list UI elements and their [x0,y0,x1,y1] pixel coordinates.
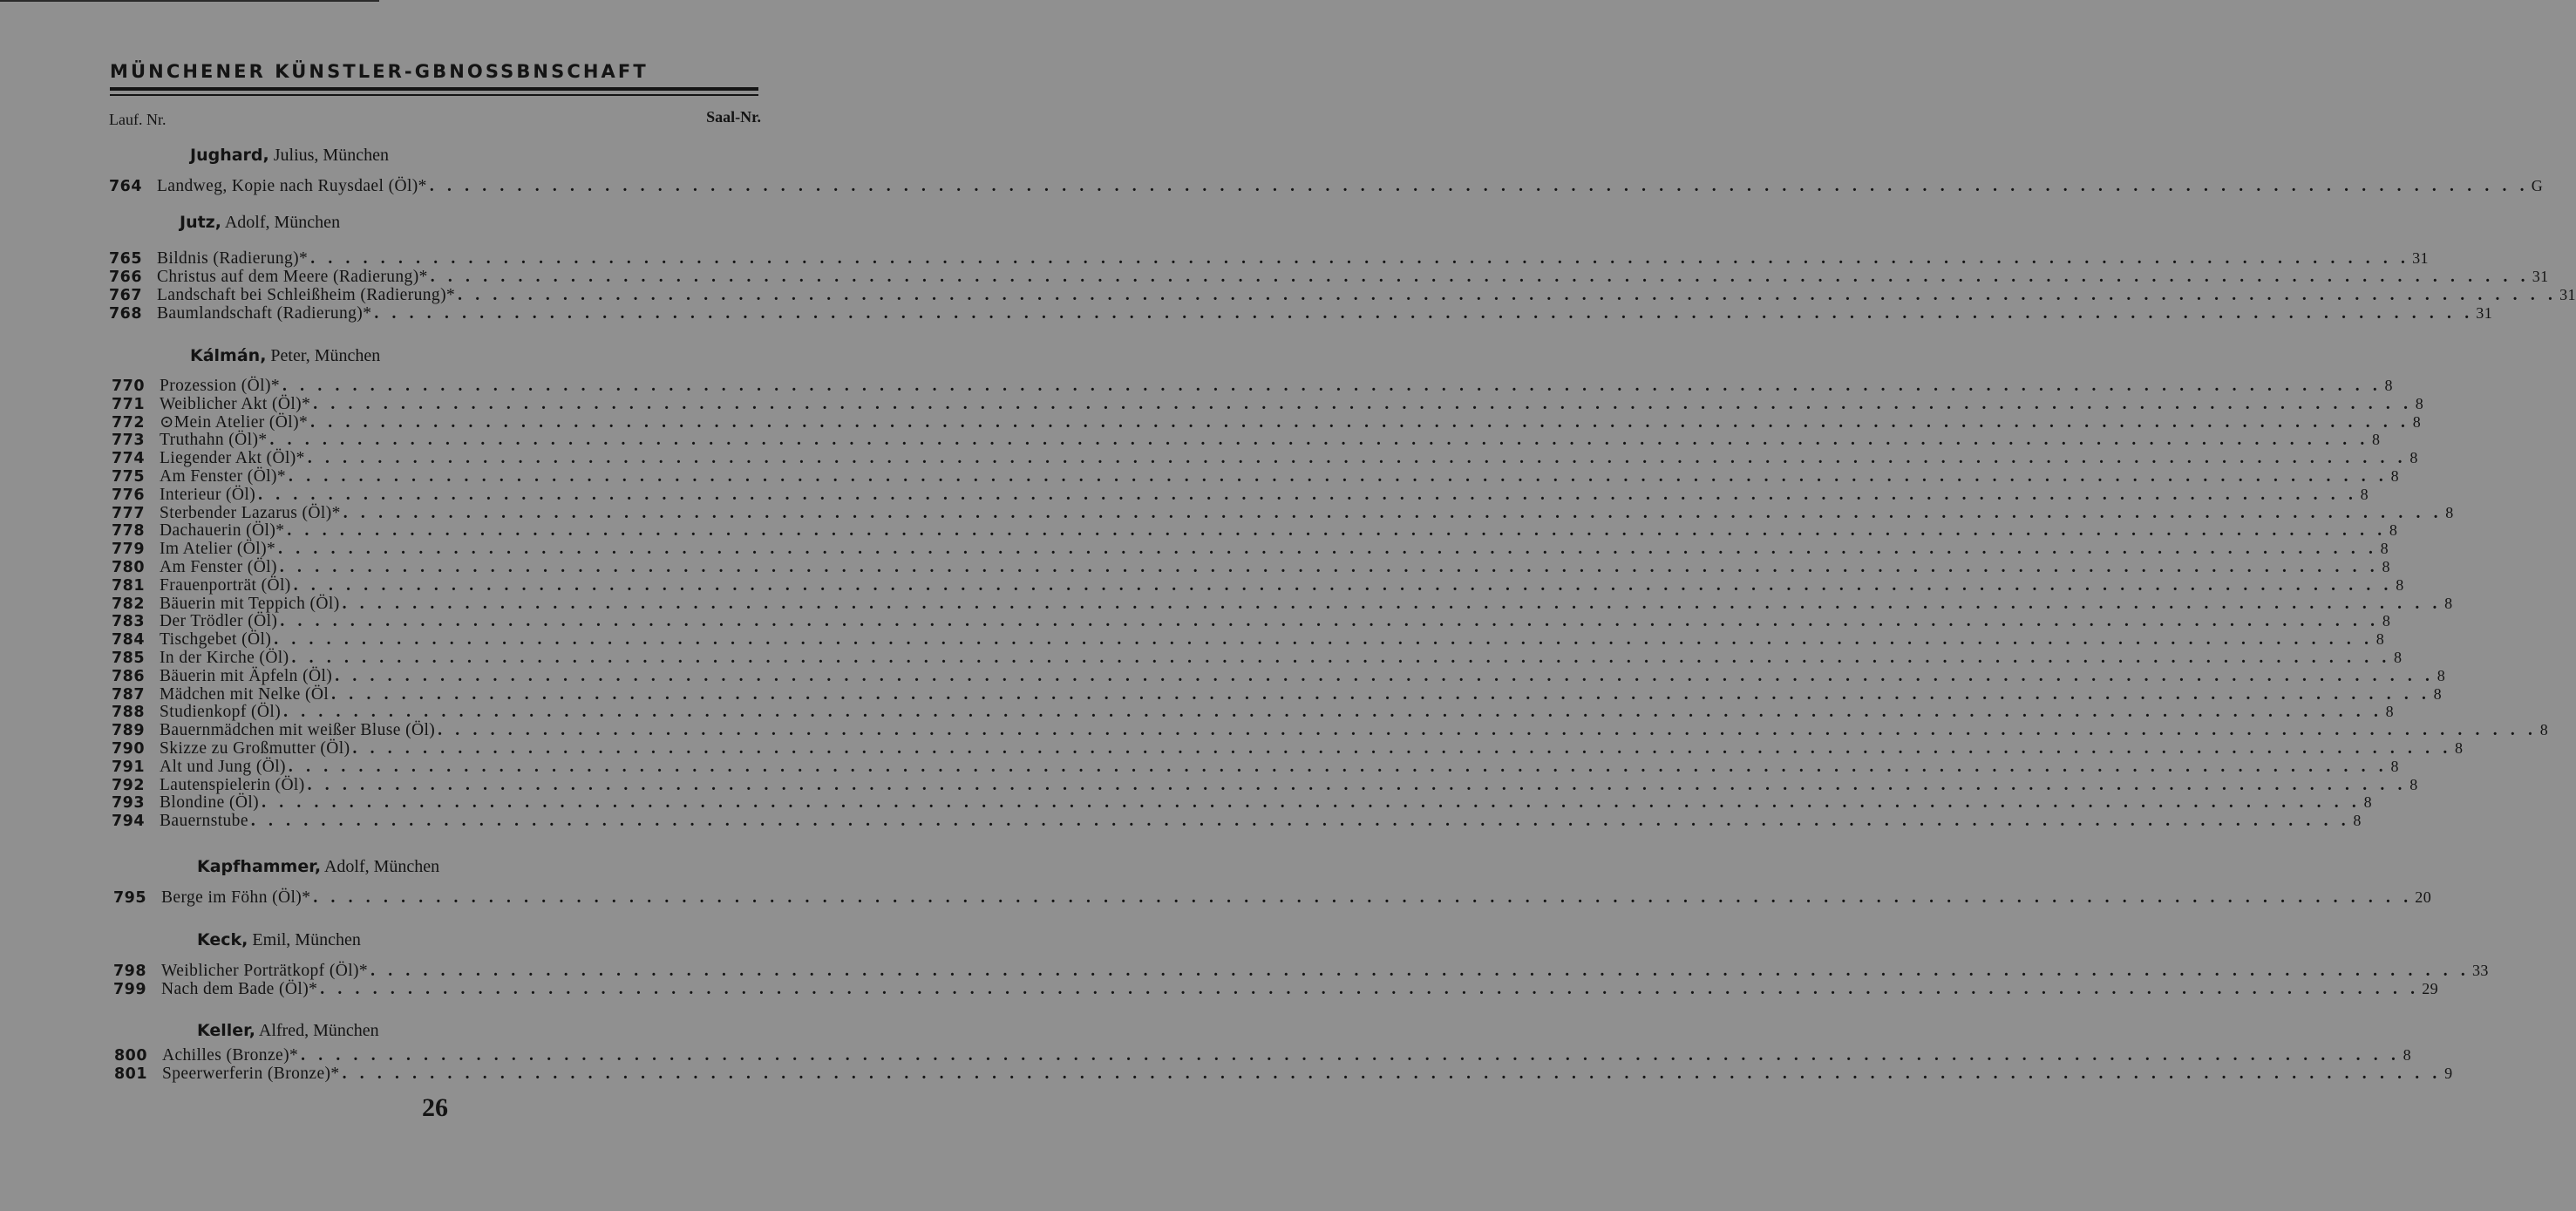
artwork-title: Der Trödler (Öl) [160,612,278,631]
catalog-entry [112,431,2381,450]
dot-leader: . . . . . . . . . . . . . . . . . . . . . . . . . . . . . . . . . . . . . . . . . . . . . . . . . . . . . . . . . . . . . . . . . . . . . . . . . . . . . . . . . . . . . . . . . . . . . . . . . . . . . . . . . . . . . . . . . . . . . . . . [313,888,2413,907]
catalog-number: 775 [112,468,146,486]
room-number: 33 [2472,962,2489,979]
dot-leader: . . . . . . . . . . . . . . . . . . . . . . . . . . . . . . . . . . . . . . . . . . . . . . . . . . . . . . . . . . . . . . . . . . . . . . . . . . . . . . . . . . . . . . . . . . . . . . . . . . . . . . . . . . . . . . . . . . . . . . . . [335,666,2435,685]
room-number: 8 [2539,721,2549,739]
catalog-entry [112,775,2418,794]
dot-leader: . . . . . . . . . . . . . . . . . . . . . . . . . . . . . . . . . . . . . . . . . . . . . . . . . . . . . . . . . . . . . . . . . . . . . . . . . . . . . . . . . . . . . . . . . . . . . . . . . . . . . . . . . . . . . . . . . . . . . . . . [320,980,2420,998]
dot-leader: . . . . . . . . . . . . . . . . . . . . . . . . . . . . . . . . . . . . . . . . . . . . . . . . . . . . . . . . . . . . . . . . . . . . . . . . . . . . . . . . . . . . . . . . . . . . . . . . . . . . . . . . . . . . . . . . . . . . . . . . [438,721,2538,740]
room-number-column-label: Saal-Nr. [706,108,761,126]
catalog-number: 778 [112,522,146,541]
catalog-entry [112,703,2395,722]
catalog-entry [112,394,2424,413]
artist-surname: Keck, [197,930,248,949]
artwork-title: Speerwerferin (Bronze)* [162,1065,340,1083]
artwork-title: Prozession (Öl)* [160,377,281,395]
page-header-title: MÜNCHENER KÜNSTLER-GBNOSSBNSCHAFT [110,61,649,82]
catalog-entry [112,612,2391,631]
catalog-number-column-label: Lauf. Nr. [109,111,167,128]
room-number: 8 [2412,412,2422,431]
catalog-number: 787 [112,685,146,704]
room-number: 9 [2444,1065,2453,1082]
artist-surname: Kálmán, [190,346,267,365]
artwork-title: In der Kirche (Öl) [160,649,289,667]
dot-leader: . . . . . . . . . . . . . . . . . . . . . . . . . . . . . . . . . . . . . . . . . . . . . . . . . . . . . . . . . . . . . . . . . . . . . . . . . . . . . . . . . . . . . . . . . . . . . . . . . . . . . . . . . . . . . . . . . . . . . . . . [274,630,2374,650]
artist-surname: Kapfhammer, [197,857,322,876]
catalog-number: 793 [112,794,146,813]
artwork-title: Bäuerin mit Äpfeln (Öl) [160,666,333,685]
room-number: 8 [2445,503,2454,521]
catalog-entry [112,575,2404,595]
dot-leader: . . . . . . . . . . . . . . . . . . . . . . . . . . . . . . . . . . . . . . . . . . . . . . . . . . . . . . . . . . . . . . . . . . . . . . . . . . . . . . . . . . . . . . . . . . . . . . . . . . . . . . . . . . . . . . . . . . . . . . . . [258,485,2358,504]
artwork-title: Sterbender Lazarus (Öl)* [160,503,341,522]
dot-leader: . . . . . . . . . . . . . . . . . . . . . . . . . . . . . . . . . . . . . . . . . . . . . . . . . . . . . . . . . . . . . . . . . . . . . . . . . . . . . . . . . . . . . . . . . . . . . . . . . . . . . . . . . . . . . . . . . . . . . . . . [307,449,2407,468]
artwork-title: Dachauerin (Öl)* [160,521,285,541]
catalog-number: 798 [113,963,147,980]
catalog-number: 794 [112,813,146,831]
catalog-entry [109,177,2544,195]
artist-name-and-city: Peter, München [266,346,381,365]
artwork-title: ⊙Mein Atelier (Öl)* [160,412,309,432]
catalog-number: 785 [112,650,146,667]
room-number: 8 [2409,775,2418,793]
catalog-number: 772 [112,413,146,432]
catalog-number: 767 [109,287,143,304]
room-number: 8 [2353,812,2362,830]
artwork-title: Liegender Akt (Öl)* [160,449,305,468]
artist-name-and-city: Julius, München [268,146,389,165]
catalog-number: 800 [114,1047,148,1065]
dot-leader: . . . . . . . . . . . . . . . . . . . . . . . . . . . . . . . . . . . . . . . . . . . . . . . . . . . . . . . . . . . . . . . . . . . . . . . . . . . . . . . . . . . . . . . . . . . . . . . . . . . . . . . . . . . . . . . . . . . . . . . . [283,703,2383,722]
catalog-entry [113,962,2489,980]
artwork-title: Bauernstube [160,812,248,831]
catalog-entry [112,684,2443,704]
artwork-title: Berge im Föhn (Öl)* [161,888,311,907]
room-number: 8 [2444,594,2453,612]
dot-leader: . . . . . . . . . . . . . . . . . . . . . . . . . . . . . . . . . . . . . . . . . . . . . . . . . . . . . . . . . . . . . . . . . . . . . . . . . . . . . . . . . . . . . . . . . . . . . . . . . . . . . . . . . . . . . . . . . . . . . . . . [280,612,2380,631]
artist-name-and-city: Emil, München [248,930,361,949]
catalog-number: 766 [109,269,143,286]
room-number: 8 [2455,739,2464,757]
catalog-entry [113,888,2432,907]
catalog-number: 790 [112,740,146,758]
catalog-entry [112,739,2464,758]
artist-heading [197,857,439,877]
room-number: 31 [2476,304,2493,322]
catalog-number: 771 [112,395,146,413]
room-number: 8 [2403,1046,2412,1064]
header-rule-thin [110,94,758,96]
artwork-title: Truthahn (Öl)* [160,431,268,450]
dot-leader: . . . . . . . . . . . . . . . . . . . . . . . . . . . . . . . . . . . . . . . . . . . . . . . . . . . . . . . . . . . . . . . . . . . . . . . . . . . . . . . . . . . . . . . . . . . . . . . . . . . . . . . . . . . . . . . . . . . . . . . . [301,1046,2401,1065]
catalog-number: 799 [113,981,147,998]
artist-surname: Jutz, [180,213,221,232]
catalog-number: 781 [112,576,146,595]
artist-heading [190,146,389,166]
dot-leader: . . . . . . . . . . . . . . . . . . . . . . . . . . . . . . . . . . . . . . . . . . . . . . . . . . . . . . . . . . . . . . . . . . . . . . . . . . . . . . . . . . . . . . . . . . . . . . . . . . . . . . . . . . . . . . . . . . . . . . . . [289,467,2388,486]
room-number: 8 [2389,521,2398,540]
artwork-title: Baumlandschaft (Radierung)* [157,304,372,323]
room-number: 8 [2382,612,2391,630]
dot-leader: . . . . . . . . . . . . . . . . . . . . . . . . . . . . . . . . . . . . . . . . . . . . . . . . . . . . . . . . . . . . . . . . . . . . . . . . . . . . . . . . . . . . . . . . . . . . . . . . . . . . . . . . . . . . . . . . . . . . . . . . [374,304,2474,323]
catalog-number: 784 [112,631,146,650]
artwork-title: Am Fenster (Öl)* [160,467,287,486]
dot-leader: . . . . . . . . . . . . . . . . . . . . . . . . . . . . . . . . . . . . . . . . . . . . . . . . . . . . . . . . . . . . . . . . . . . . . . . . . . . . . . . . . . . . . . . . . . . . . . . . . . . . . . . . . . . . . . . . . . . . . . . . [279,558,2379,576]
catalog-entry [112,649,2403,667]
catalog-number: 795 [113,889,147,907]
header-rule-thick [110,87,758,91]
room-number: 8 [2409,449,2418,467]
dot-leader: . . . . . . . . . . . . . . . . . . . . . . . . . . . . . . . . . . . . . . . . . . . . . . . . . . . . . . . . . . . . . . . . . . . . . . . . . . . . . . . . . . . . . . . . . . . . . . . . . . . . . . . . . . . . . . . . . . . . . . . . [291,649,2391,667]
page-number: 26 [422,1093,448,1122]
dot-leader: . . . . . . . . . . . . . . . . . . . . . . . . . . . . . . . . . . . . . . . . . . . . . . . . . . . . . . . . . . . . . . . . . . . . . . . . . . . . . . . . . . . . . . . . . . . . . . . . . . . . . . . . . . . . . . . . . . . . . . . . [307,775,2407,794]
artwork-title: Achilles (Bronze)* [162,1046,299,1065]
artwork-title: Studienkopf (Öl) [160,703,282,722]
catalog-entry [112,377,2393,395]
artwork-title: Frauenporträt (Öl) [160,575,291,595]
catalog-entry [109,249,2429,268]
catalog-number: 788 [112,704,146,722]
artwork-title: Lautenspielerin (Öl) [160,775,305,794]
room-number: 8 [2433,684,2443,703]
dot-leader: . . . . . . . . . . . . . . . . . . . . . . . . . . . . . . . . . . . . . . . . . . . . . . . . . . . . . . . . . . . . . . . . . . . . . . . . . . . . . . . . . . . . . . . . . . . . . . . . . . . . . . . . . . . . . . . . . . . . . . . . [310,412,2410,432]
dot-leader: . . . . . . . . . . . . . . . . . . . . . . . . . . . . . . . . . . . . . . . . . . . . . . . . . . . . . . . . . . . . . . . . . . . . . . . . . . . . . . . . . . . . . . . . . . . . . . . . . . . . . . . . . . . . . . . . . . . . . . . . [250,812,2350,831]
dot-leader: . . . . . . . . . . . . . . . . . . . . . . . . . . . . . . . . . . . . . . . . . . . . . . . . . . . . . . . . . . . . . . . . . . . . . . . . . . . . . . . . . . . . . . . . . . . . . . . . . . . . . . . . . . . . . . . . . . . . . . . . [370,962,2470,980]
room-number: 8 [2396,575,2404,594]
room-number: 8 [2380,540,2389,558]
catalog-entry [109,286,2576,304]
catalog-entry [109,304,2493,323]
dot-leader: . . . . . . . . . . . . . . . . . . . . . . . . . . . . . . . . . . . . . . . . . . . . . . . . . . . . . . . . . . . . . . . . . . . . . . . . . . . . . . . . . . . . . . . . . . . . . . . . . . . . . . . . . . . . . . . . . . . . . . . . [352,739,2452,758]
catalog-entry [114,1065,2453,1083]
catalog-number: 786 [112,667,146,685]
artwork-title: Bauernmädchen mit weißer Bluse (Öl) [160,721,436,740]
catalog-entry [112,467,2399,486]
catalog-number: 783 [112,613,146,631]
catalog-entry [112,630,2385,650]
artist-heading [197,930,361,950]
artwork-title: Skizze zu Großmutter (Öl) [160,739,350,758]
room-number: 20 [2415,888,2432,906]
catalog-entry [112,449,2418,468]
catalog-number: 779 [112,541,146,559]
catalog-number: 791 [112,758,146,776]
room-number: 8 [2437,666,2446,684]
room-number: 8 [2415,394,2424,412]
catalog-entry [109,268,2549,286]
artwork-title: Landschaft bei Schleißheim (Radierung)* [157,286,456,304]
catalog-number: 780 [112,559,146,576]
dot-leader: . . . . . . . . . . . . . . . . . . . . . . . . . . . . . . . . . . . . . . . . . . . . . . . . . . . . . . . . . . . . . . . . . . . . . . . . . . . . . . . . . . . . . . . . . . . . . . . . . . . . . . . . . . . . . . . . . . . . . . . . [429,177,2529,195]
room-number: G [2531,177,2544,194]
catalog-number: 773 [112,432,146,450]
artwork-title: Alt und Jung (Öl) [160,757,286,776]
catalog-number: 782 [112,595,146,613]
artist-surname: Jughard, [190,146,269,165]
catalog-number: 776 [112,486,146,504]
catalog-entry [112,793,2372,813]
catalog-number: 764 [109,178,143,195]
catalog-entry [112,521,2398,541]
catalog-entry [114,1046,2412,1065]
room-number: 8 [2372,431,2381,449]
artwork-title: Weiblicher Porträtkopf (Öl)* [161,962,369,980]
dot-leader: . . . . . . . . . . . . . . . . . . . . . . . . . . . . . . . . . . . . . . . . . . . . . . . . . . . . . . . . . . . . . . . . . . . . . . . . . . . . . . . . . . . . . . . . . . . . . . . . . . . . . . . . . . . . . . . . . . . . . . . . [430,268,2530,286]
artwork-title: Christus auf dem Meere (Radierung)* [157,268,428,286]
artist-heading [190,346,380,366]
dot-leader: . . . . . . . . . . . . . . . . . . . . . . . . . . . . . . . . . . . . . . . . . . . . . . . . . . . . . . . . . . . . . . . . . . . . . . . . . . . . . . . . . . . . . . . . . . . . . . . . . . . . . . . . . . . . . . . . . . . . . . . . [343,503,2443,522]
artwork-title: Mädchen mit Nelke (Öl [160,684,330,704]
dot-leader: . . . . . . . . . . . . . . . . . . . . . . . . . . . . . . . . . . . . . . . . . . . . . . . . . . . . . . . . . . . . . . . . . . . . . . . . . . . . . . . . . . . . . . . . . . . . . . . . . . . . . . . . . . . . . . . . . . . . . . . . [288,757,2388,776]
artist-name-and-city: Alfred, München [255,1021,379,1040]
room-number: 31 [2412,249,2429,267]
catalog-number: 789 [112,722,146,740]
artist-name-and-city: Adolf, München [321,857,440,876]
artwork-title: Weiblicher Akt (Öl)* [160,394,311,413]
room-number: 29 [2422,980,2438,997]
catalog-entry [112,540,2389,559]
room-number: 8 [2394,649,2403,666]
catalog-entry [113,980,2438,998]
artist-name-and-city: Adolf, München [221,213,341,232]
dot-leader: . . . . . . . . . . . . . . . . . . . . . . . . . . . . . . . . . . . . . . . . . . . . . . . . . . . . . . . . . . . . . . . . . . . . . . . . . . . . . . . . . . . . . . . . . . . . . . . . . . . . . . . . . . . . . . . . . . . . . . . . [269,431,2369,450]
room-number: 8 [2360,485,2369,503]
artwork-title: Tischgebet (Öl) [160,630,272,650]
artwork-title: Bäuerin mit Teppich (Öl) [160,594,340,613]
catalog-entry [112,594,2453,613]
room-number: 8 [2384,377,2393,394]
dot-leader: . . . . . . . . . . . . . . . . . . . . . . . . . . . . . . . . . . . . . . . . . . . . . . . . . . . . . . . . . . . . . . . . . . . . . . . . . . . . . . . . . . . . . . . . . . . . . . . . . . . . . . . . . . . . . . . . . . . . . . . . [342,1065,2442,1083]
catalog-number: 770 [112,378,146,395]
dot-leader: . . . . . . . . . . . . . . . . . . . . . . . . . . . . . . . . . . . . . . . . . . . . . . . . . . . . . . . . . . . . . . . . . . . . . . . . . . . . . . . . . . . . . . . . . . . . . . . . . . . . . . . . . . . . . . . . . . . . . . . . [293,575,2393,595]
dot-leader: . . . . . . . . . . . . . . . . . . . . . . . . . . . . . . . . . . . . . . . . . . . . . . . . . . . . . . . . . . . . . . . . . . . . . . . . . . . . . . . . . . . . . . . . . . . . . . . . . . . . . . . . . . . . . . . . . . . . . . . . [278,540,2378,559]
catalog-entry [112,757,2399,776]
catalog-entry [112,558,2390,576]
dot-leader: . . . . . . . . . . . . . . . . . . . . . . . . . . . . . . . . . . . . . . . . . . . . . . . . . . . . . . . . . . . . . . . . . . . . . . . . . . . . . . . . . . . . . . . . . . . . . . . . . . . . . . . . . . . . . . . . . . . . . . . . [262,793,2361,813]
artwork-title: Landweg, Kopie nach Ruysdael (Öl)* [157,177,427,195]
catalog-number: 777 [112,504,146,522]
dot-leader: . . . . . . . . . . . . . . . . . . . . . . . . . . . . . . . . . . . . . . . . . . . . . . . . . . . . . . . . . . . . . . . . . . . . . . . . . . . . . . . . . . . . . . . . . . . . . . . . . . . . . . . . . . . . . . . . . . . . . . . . [287,521,2387,541]
dot-leader: . . . . . . . . . . . . . . . . . . . . . . . . . . . . . . . . . . . . . . . . . . . . . . . . . . . . . . . . . . . . . . . . . . . . . . . . . . . . . . . . . . . . . . . . . . . . . . . . . . . . . . . . . . . . . . . . . . . . . . . . [458,286,2558,304]
room-number: 8 [2363,793,2372,812]
artwork-title: Im Atelier (Öl)* [160,540,276,559]
artist-heading [197,1021,379,1041]
artwork-title: Interieur (Öl) [160,485,256,504]
artist-surname: Keller, [197,1021,255,1040]
room-number: 8 [2375,630,2385,649]
artwork-title: Nach dem Bade (Öl)* [161,980,318,998]
catalog-entry [112,666,2446,685]
artwork-title: Blondine (Öl) [160,793,260,813]
dot-leader: . . . . . . . . . . . . . . . . . . . . . . . . . . . . . . . . . . . . . . . . . . . . . . . . . . . . . . . . . . . . . . . . . . . . . . . . . . . . . . . . . . . . . . . . . . . . . . . . . . . . . . . . . . . . . . . . . . . . . . . . [313,394,2413,413]
catalog-number: 774 [112,450,146,468]
artwork-title: Bildnis (Radierung)* [157,249,309,268]
room-number: 8 [2390,467,2399,485]
artist-heading [180,213,340,233]
catalog-entry [112,721,2549,740]
dot-leader: . . . . . . . . . . . . . . . . . . . . . . . . . . . . . . . . . . . . . . . . . . . . . . . . . . . . . . . . . . . . . . . . . . . . . . . . . . . . . . . . . . . . . . . . . . . . . . . . . . . . . . . . . . . . . . . . . . . . . . . . [331,684,2431,704]
catalog-number: 765 [109,250,143,268]
catalog-number: 768 [109,305,143,323]
room-number: 8 [2382,558,2390,575]
scan-edge-line [0,0,379,2]
room-number: 31 [2559,286,2576,303]
catalog-entry [112,485,2369,504]
room-number: 8 [2390,757,2399,775]
catalog-number: 801 [114,1065,148,1083]
dot-leader: . . . . . . . . . . . . . . . . . . . . . . . . . . . . . . . . . . . . . . . . . . . . . . . . . . . . . . . . . . . . . . . . . . . . . . . . . . . . . . . . . . . . . . . . . . . . . . . . . . . . . . . . . . . . . . . . . . . . . . . . [342,594,2442,613]
catalog-entry [112,812,2362,831]
dot-leader: . . . . . . . . . . . . . . . . . . . . . . . . . . . . . . . . . . . . . . . . . . . . . . . . . . . . . . . . . . . . . . . . . . . . . . . . . . . . . . . . . . . . . . . . . . . . . . . . . . . . . . . . . . . . . . . . . . . . . . . . [310,249,2410,268]
room-number: 8 [2385,703,2395,721]
room-number: 31 [2532,268,2549,285]
dot-leader: . . . . . . . . . . . . . . . . . . . . . . . . . . . . . . . . . . . . . . . . . . . . . . . . . . . . . . . . . . . . . . . . . . . . . . . . . . . . . . . . . . . . . . . . . . . . . . . . . . . . . . . . . . . . . . . . . . . . . . . . [282,377,2382,395]
catalog-entry [112,503,2454,522]
catalog-number: 792 [112,776,146,794]
artwork-title: Am Fenster (Öl) [160,558,277,576]
catalog-entry [112,412,2422,432]
